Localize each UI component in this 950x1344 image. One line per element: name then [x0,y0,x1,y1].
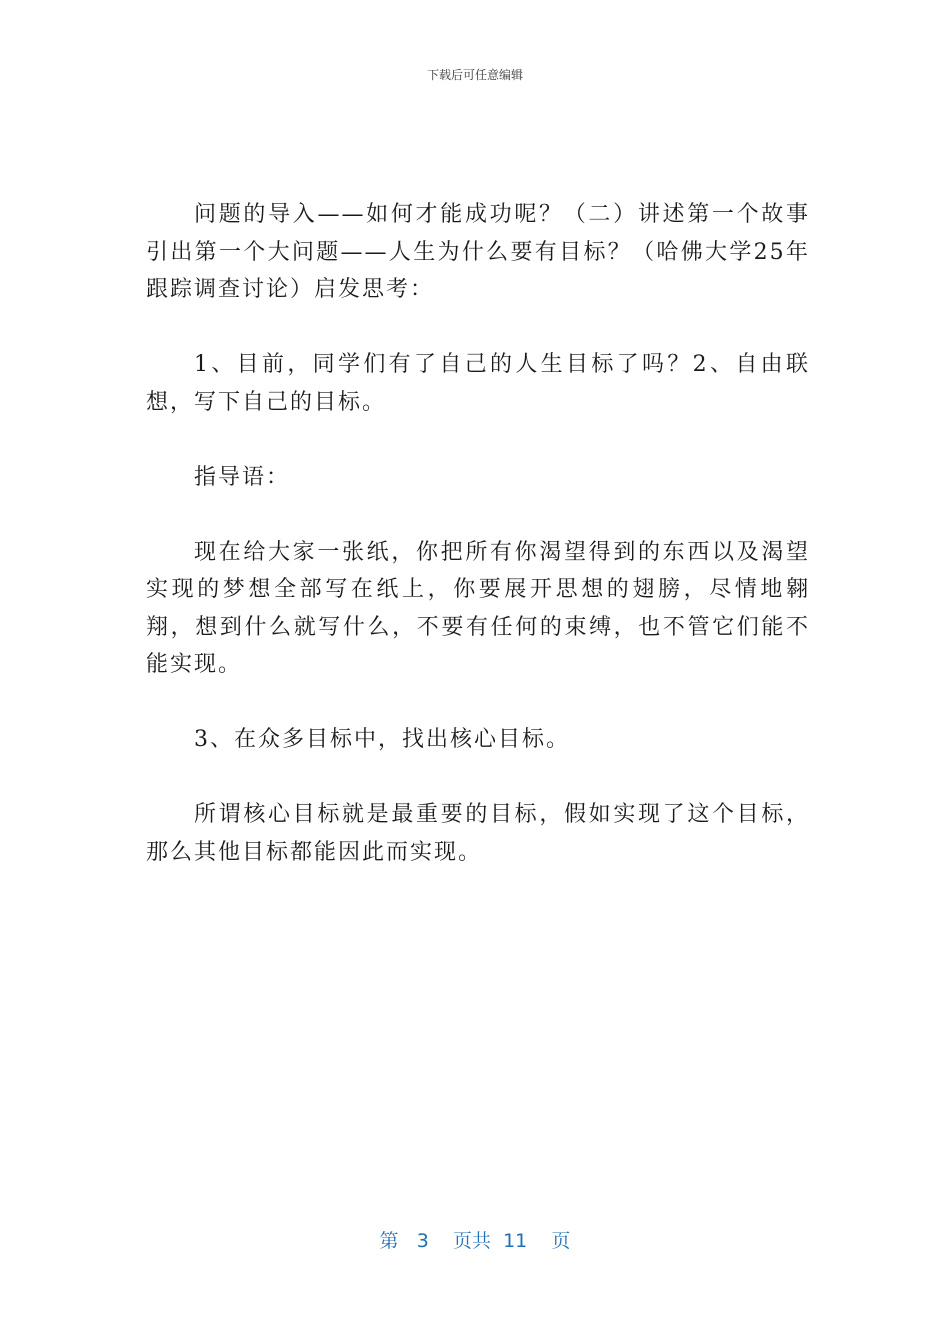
paragraph: 现在给大家一张纸，你把所有你渴望得到的东西以及渴望实现的梦想全部写在纸上，你要展开思想的翅膀，尽情地翱翔，想到什么就写什么，不要有任何的束缚，也不管它们能不能实现。 [146,539,810,677]
paragraph: 所谓核心目标就是最重要的目标，假如实现了这个目标，那么其他目标都能因此而实现。 [146,802,810,865]
footer-suffix: 页 [551,1230,571,1252]
document-body [146,196,810,909]
footer-current-page: 3 [416,1230,429,1252]
paragraph: 3、在众多目标中，找出核心目标。 [194,727,570,752]
paragraph: 1、目前，同学们有了自己的人生目标了吗？2、自由联想，写下自己的目标。 [146,352,810,415]
footer-middle: 页共 [452,1230,491,1252]
footer-total-pages: 11 [503,1230,528,1252]
paragraph: 指导语： [194,464,291,490]
paragraph: 问题的导入——如何才能成功呢？（二）讲述第一个故事引出第一个大问题——人生为什么要有目标？（哈佛大学25年跟踪调查讨论）启发思考： [146,202,810,302]
page-footer [0,1226,950,1253]
footer-prefix: 第 [379,1230,399,1252]
header-text: 下载后可任意编辑 [426,68,523,82]
page-header [0,66,950,83]
